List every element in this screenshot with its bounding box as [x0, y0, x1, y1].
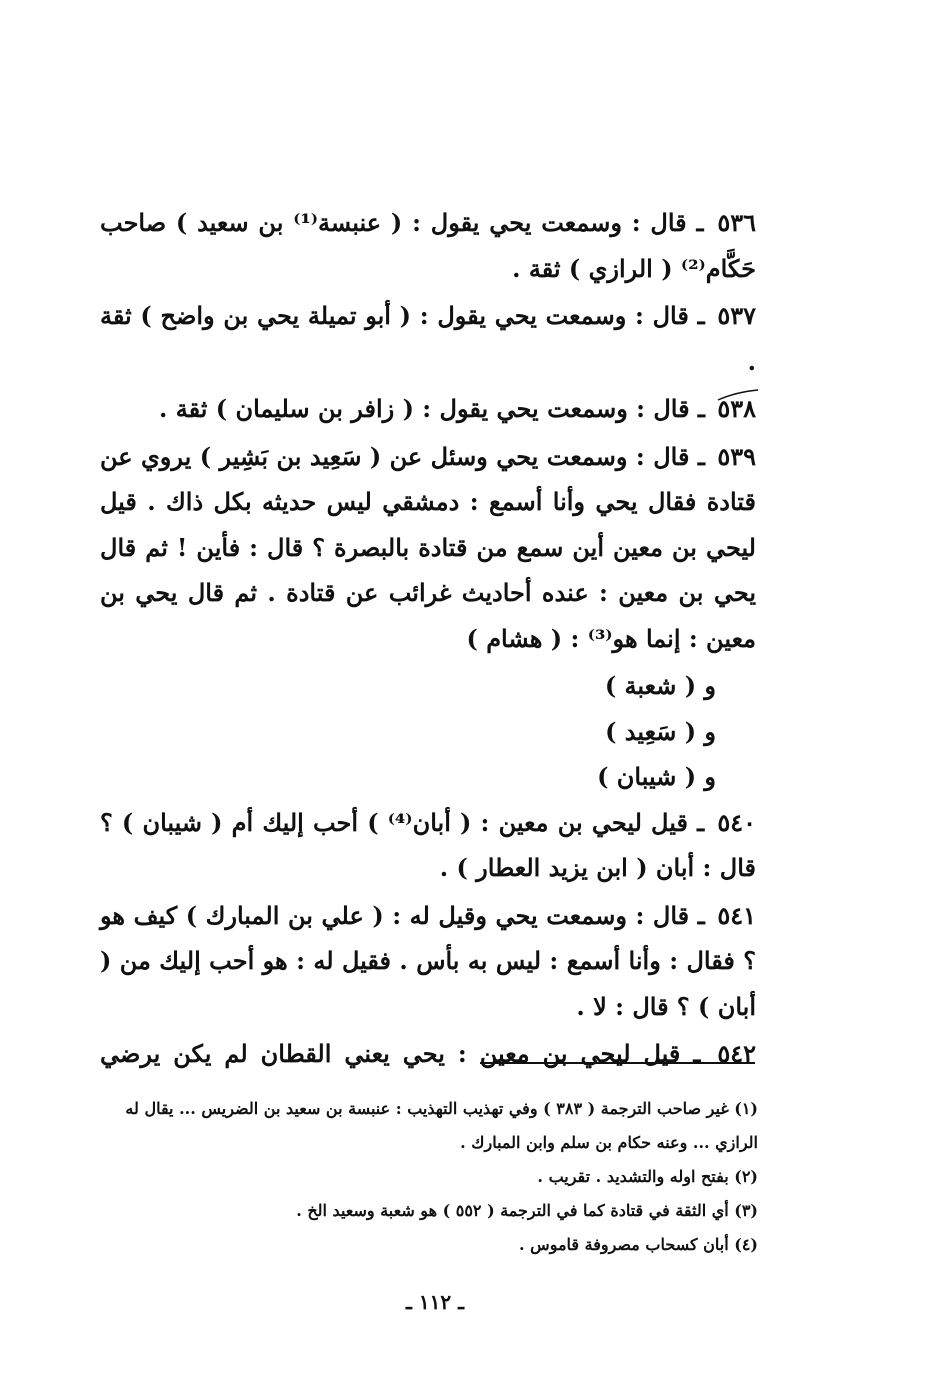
footnotes [100, 1092, 758, 1262]
entry-542 [100, 1031, 756, 1077]
sub-item: و ( سَعِيد ) [605, 716, 716, 746]
entry-537 [100, 293, 756, 384]
footnote-2: (٢) بفتح اوله والتشديد . تقريب . [537, 1167, 758, 1186]
entry-number: ٥٤٠ [717, 807, 756, 837]
main-text [100, 200, 756, 1079]
entry-text: ـ قال : وسمعت يحي وسئل عن ( سَعِيد بن بَشِير ) يروي عن قتادة فقال يحي وأنا أسمع : دمشقي ليس حديثه بكل ذاك . قيل ليحي بن معين أين سمع من قتادة بالبصرة ؟ قال : فأين ! ثم قال يحي بن معين : عنده أحاديث غرائب عن قتادة . ثم قال يحي بن معين : إنما هو⁽³⁾ : ( هشام ) [100, 441, 756, 653]
margin-pen-mark [716, 388, 760, 402]
entry-number: ٥٣٦ [717, 208, 757, 237]
entry-541 [100, 893, 756, 1030]
entry-text: ـ قال : وسمعت يحي يقول : ( زافر بن سليمان ) ثقة . [159, 394, 705, 423]
entry-539 [100, 434, 756, 662]
page-number: ـ ١١٢ ـ [406, 1290, 464, 1314]
entry-number: ٥٤١ [717, 900, 757, 930]
entry-538 [100, 386, 756, 432]
entry-number: ٥٤٢ [717, 1039, 756, 1068]
footnote-3: (٣) أي الثقة في قتادة كما في الترجمة ( ٥٥٢ ) هو شعبة وسعيد الخ . [296, 1201, 758, 1220]
footnote-1: (١) غير صاحب الترجمة ( ٣٨٣ ) وفي تهذيب التهذيب : عنبسة بن سعيد بن الضريس ... يقال له الرازي ... وعنه حكام بن سلم وابن المبارك . [125, 1099, 758, 1152]
entry-number: ٥٣٩ [717, 441, 757, 471]
entry-text: ـ قال : وسمعت يحي وقيل له : ( علي بن المبارك ) كيف هو ؟ فقال : وأنا أسمع : ليس به بأس . فقيل له : هو أحب إليك من ( أبان ) ؟ قال : لا . [100, 900, 756, 1021]
entry-text: ـ قيل ليحي بن معين : يحي يعني القطان لم يكن يرضي [100, 1039, 701, 1068]
sub-item: و ( شيبان ) [597, 762, 716, 791]
entry-text: ـ قيل ليحي بن معين : ( أبان⁽⁴⁾ ) أحب إليك أم ( شيبان ) ؟ قال : أبان ( ابن يزيد العطار ) . [100, 807, 756, 882]
sub-item: و ( شعبة ) [604, 671, 716, 700]
entry-number: ٥٣٨ [717, 394, 756, 423]
entry-536 [100, 200, 756, 291]
entry-540 [100, 800, 756, 891]
entry-text: ـ قال : وسمعت يحي يقول : ( عنبسة⁽¹⁾ بن سعيد ) صاحب حَكَّام⁽²⁾ ( الرازي ) ثقة . [100, 208, 756, 283]
footnote-separator [480, 1062, 755, 1064]
footnote-4: (٤) أبان كسحاب مصروفة قاموس . [519, 1235, 758, 1254]
entry-text: ـ قال : وسمعت يحي يقول : ( أبو تميلة يحي بن واضح ) ثقة . [100, 301, 756, 376]
entry-number: ٥٣٧ [717, 301, 757, 330]
